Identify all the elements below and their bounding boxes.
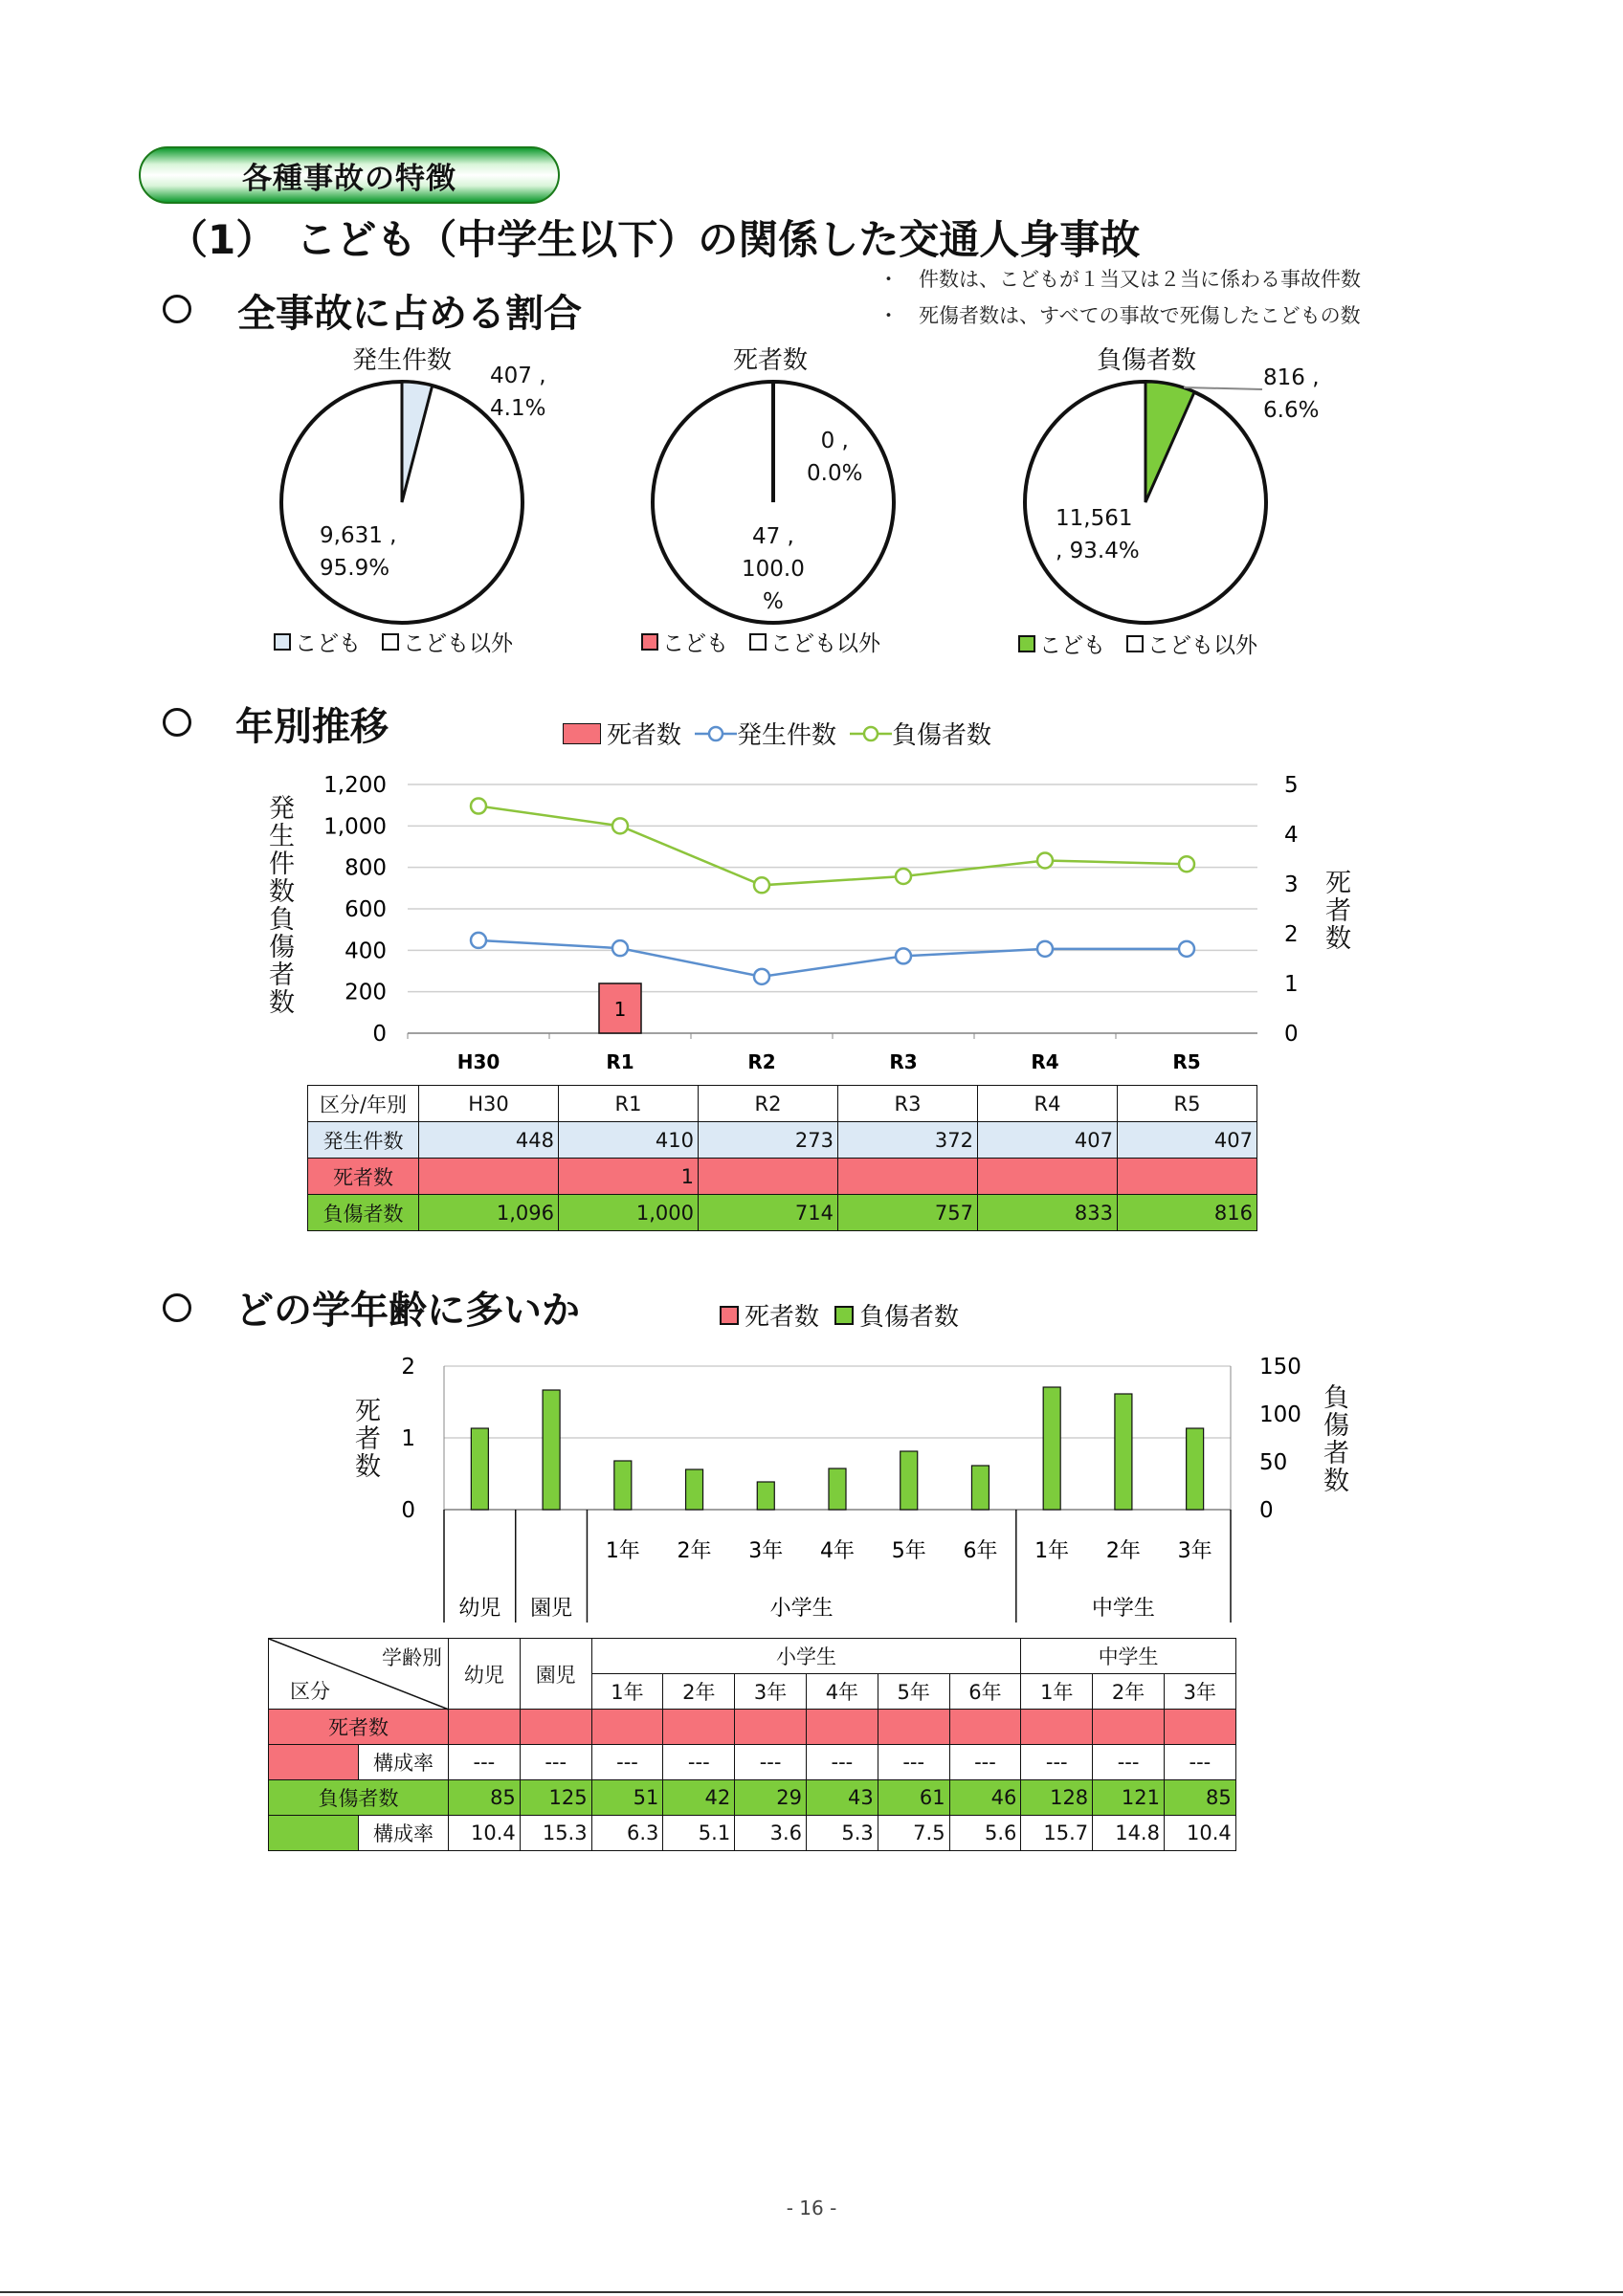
yearly-table-header	[308, 1086, 1257, 1122]
table-cell: 43	[806, 1780, 878, 1816]
table-cell: 10.4	[1164, 1816, 1235, 1851]
page-number: - 16 -	[786, 2197, 837, 2219]
table-cell: 15.3	[520, 1816, 591, 1851]
data-point	[1037, 941, 1053, 957]
injuries-bar	[757, 1482, 774, 1510]
table-cell	[978, 1159, 1118, 1195]
legend-swatch-child	[274, 633, 291, 651]
table-cell: 6年	[949, 1674, 1021, 1710]
y-tick-label: 1,200	[323, 773, 387, 798]
legend-swatch-other	[749, 633, 767, 651]
section-badge	[139, 146, 560, 204]
table-cell	[269, 1745, 359, 1780]
table-cell: 1,000	[559, 1195, 699, 1231]
y-tick-label: 800	[345, 855, 387, 881]
table-cell	[806, 1710, 878, 1745]
table-cell: 14.8	[1093, 1816, 1165, 1851]
legend-incidents-marker	[695, 724, 737, 743]
table-cell: 121	[1093, 1780, 1165, 1816]
age-bar-chart	[383, 1349, 1301, 1626]
pie-leader-line	[1184, 387, 1262, 389]
table-cell: 42	[663, 1780, 735, 1816]
y-tick-label: 1,000	[323, 814, 387, 840]
table-cell: 5.1	[663, 1816, 735, 1851]
table-cell: ---	[1164, 1745, 1235, 1780]
table-cell	[735, 1710, 807, 1745]
yearly-legend	[563, 716, 991, 751]
y-tick-label: 1	[401, 1426, 415, 1451]
legend-child: こども	[1039, 633, 1105, 658]
data-point	[612, 818, 628, 833]
injuries-bar	[829, 1468, 846, 1510]
table-cell	[878, 1710, 949, 1745]
yearly-y-right-label: 死者数	[1321, 869, 1350, 952]
page-heading: （1） こども（中学生以下）の関係した交通人身事故	[167, 216, 1141, 263]
x-tick-label: R2	[747, 1050, 776, 1073]
yearly-y-left-label: 発生件数負傷者数	[264, 794, 294, 1016]
legend-injuries-swatch	[834, 1306, 854, 1325]
table-cell	[591, 1710, 663, 1745]
table-cell: 714	[699, 1195, 838, 1231]
legend-injuries-marker	[850, 724, 892, 743]
data-point	[1179, 856, 1194, 872]
pie-incidents-child-label: 407 , 4.1%	[490, 364, 546, 421]
table-cell	[699, 1159, 838, 1195]
table-cell: 5.6	[949, 1816, 1021, 1851]
circle-bullet-icon	[163, 295, 191, 323]
data-point	[896, 869, 911, 884]
y-tick-label: 0	[401, 1498, 415, 1523]
data-point	[471, 933, 486, 948]
table-cell: 小学生	[591, 1639, 1021, 1674]
table-cell: 448	[419, 1122, 559, 1159]
pie-chart-incidents	[278, 378, 526, 627]
x-tick-label: 1年	[1034, 1539, 1070, 1563]
y-right-tick-label: 5	[1284, 773, 1299, 798]
injuries-bar	[900, 1451, 918, 1510]
x-tick-label: 3年	[748, 1539, 784, 1563]
table-cell: 1	[559, 1159, 699, 1195]
table-cell	[949, 1710, 1021, 1745]
table-cell: ---	[949, 1745, 1021, 1780]
table-cell: 407	[1118, 1122, 1257, 1159]
data-point	[471, 799, 486, 814]
table-cell: 5.3	[806, 1816, 878, 1851]
section-badge-label: 各種事故の特徴	[242, 161, 456, 196]
yearly-table	[307, 1085, 1257, 1231]
table-cell: 発生件数	[308, 1122, 419, 1159]
legend-other: こども以外	[403, 631, 513, 656]
table-cell: 125	[520, 1780, 591, 1816]
table-cell: R3	[838, 1086, 978, 1122]
table-cell: 1年	[1021, 1674, 1093, 1710]
note-1: ・ 件数は、こどもが１当又は２当に係わる事故件数	[878, 268, 1361, 291]
x-tick-label: R4	[1031, 1050, 1059, 1073]
table-cell: R1	[559, 1086, 699, 1122]
table-header-bottom: 区分	[290, 1680, 330, 1703]
data-point	[896, 948, 911, 963]
injuries-bar	[1043, 1387, 1060, 1510]
injuries-bar	[971, 1466, 989, 1510]
section-yearly-title: 年別推移	[235, 705, 389, 749]
table-cell: 死者数	[308, 1159, 419, 1195]
x-tick-label: H30	[456, 1050, 500, 1073]
data-point	[612, 940, 628, 956]
x-tick-label: 2年	[677, 1539, 712, 1563]
y-right-tick-label: 150	[1259, 1355, 1301, 1380]
injuries-bar	[614, 1461, 632, 1510]
table-cell: 128	[1021, 1780, 1093, 1816]
table-cell: 2年	[1093, 1674, 1165, 1710]
table-cell: 6.3	[591, 1816, 663, 1851]
table-diagonal-header	[269, 1639, 449, 1710]
x-tick-label: R1	[606, 1050, 634, 1073]
group-label: 中学生	[1091, 1597, 1155, 1621]
table-cell	[520, 1710, 591, 1745]
table-cell: 410	[559, 1122, 699, 1159]
table-row	[269, 1816, 1236, 1851]
y-tick-label: 200	[345, 980, 387, 1005]
table-cell: 中学生	[1021, 1639, 1235, 1674]
table-cell: 区分/年別	[308, 1086, 419, 1122]
table-cell: ---	[1021, 1745, 1093, 1780]
legend-swatch-child	[641, 633, 658, 651]
legend-child: こども	[295, 631, 361, 656]
pie-deaths-legend	[641, 626, 880, 657]
legend-swatch-other	[1126, 635, 1144, 652]
x-tick-label: 5年	[891, 1539, 926, 1563]
x-tick-label: 6年	[963, 1539, 998, 1563]
table-cell: ---	[520, 1745, 591, 1780]
table-row	[269, 1745, 1236, 1780]
injuries-bar	[1187, 1428, 1204, 1510]
table-cell: 273	[699, 1122, 838, 1159]
table-header-top: 学齢別	[382, 1646, 442, 1669]
table-cell	[1093, 1710, 1165, 1745]
table-row	[308, 1122, 1257, 1159]
table-cell	[1164, 1710, 1235, 1745]
y-right-tick-label: 1	[1284, 972, 1299, 997]
table-cell: 幼児	[449, 1639, 521, 1710]
series-line	[478, 940, 1187, 977]
legend-other: こども以外	[770, 631, 880, 656]
table-cell: ---	[1093, 1745, 1165, 1780]
injuries-bar	[1115, 1394, 1132, 1510]
table-cell: 7.5	[878, 1816, 949, 1851]
legend-deaths: 死者数	[607, 721, 682, 750]
page-bottom-rule	[0, 2291, 1623, 2293]
table-cell: R4	[978, 1086, 1118, 1122]
table-cell: 負傷者数	[308, 1195, 419, 1231]
y-right-tick-label: 4	[1284, 823, 1299, 848]
pie-injuries-child-label: 816 , 6.6%	[1263, 365, 1320, 423]
table-cell: 負傷者数	[269, 1780, 449, 1816]
pie-incidents-other-label: 9,631 , 95.9%	[320, 523, 397, 581]
section-age-title: どの学年齢に多いか	[235, 1289, 580, 1333]
table-cell: 5年	[878, 1674, 949, 1710]
table-cell	[1118, 1159, 1257, 1195]
table-cell	[1021, 1710, 1093, 1745]
table-cell: 1,096	[419, 1195, 559, 1231]
table-row	[269, 1780, 1236, 1816]
table-cell: 407	[978, 1122, 1118, 1159]
data-point	[754, 969, 769, 984]
injuries-bar	[686, 1469, 703, 1510]
x-tick-label: 1年	[605, 1539, 640, 1563]
group-label: 園児	[530, 1597, 573, 1621]
table-cell: 757	[838, 1195, 978, 1231]
data-point	[1179, 941, 1194, 957]
table-cell	[449, 1710, 521, 1745]
age-table	[268, 1638, 1236, 1851]
table-cell: 構成率	[359, 1745, 449, 1780]
legend-injuries: 負傷者数	[859, 1303, 960, 1332]
table-cell: 29	[735, 1780, 807, 1816]
y-right-tick-label: 2	[1284, 922, 1299, 947]
table-cell	[663, 1710, 735, 1745]
table-cell: R5	[1118, 1086, 1257, 1122]
pie-deaths-child-label: 0 , 0.0%	[807, 429, 863, 486]
legend-incidents: 発生件数	[737, 721, 837, 750]
y-right-tick-label: 0	[1284, 1022, 1299, 1047]
table-cell: ---	[806, 1745, 878, 1780]
table-cell: ---	[878, 1745, 949, 1780]
table-cell: 51	[591, 1780, 663, 1816]
table-row	[308, 1195, 1257, 1231]
note-2: ・ 死傷者数は、すべての事故で死傷したこどもの数	[878, 304, 1361, 327]
y-tick-label: 400	[345, 938, 387, 964]
data-point	[754, 877, 769, 893]
group-label: 幼児	[458, 1597, 501, 1621]
table-cell	[838, 1159, 978, 1195]
group-label: 小学生	[769, 1597, 834, 1621]
legend-child: こども	[662, 631, 728, 656]
table-cell: ---	[449, 1745, 521, 1780]
table-cell: 構成率	[359, 1816, 449, 1851]
legend-other: こども以外	[1147, 633, 1257, 658]
legend-swatch-child	[1018, 635, 1035, 652]
y-tick-label: 2	[401, 1355, 415, 1380]
table-row	[269, 1710, 1236, 1745]
table-cell: ---	[591, 1745, 663, 1780]
yearly-line-chart	[287, 765, 1301, 1081]
table-cell: ---	[735, 1745, 807, 1780]
table-cell: 4年	[806, 1674, 878, 1710]
pie-title-deaths: 死者数	[732, 346, 808, 375]
age-y-right-label: 負傷者数	[1319, 1383, 1348, 1494]
pie-injuries-legend	[1018, 628, 1257, 659]
table-cell: 816	[1118, 1195, 1257, 1231]
table-cell	[269, 1816, 359, 1851]
y-right-tick-label: 50	[1259, 1450, 1288, 1475]
table-cell: 3年	[1164, 1674, 1235, 1710]
legend-deaths-swatch	[563, 723, 601, 744]
section-share-title: 全事故に占める割合	[237, 292, 582, 336]
legend-deaths: 死者数	[745, 1303, 820, 1332]
table-cell: 1年	[591, 1674, 663, 1710]
table-cell	[419, 1159, 559, 1195]
injuries-bar	[471, 1428, 488, 1510]
table-cell: R2	[699, 1086, 838, 1122]
pie-incidents-legend	[274, 626, 513, 657]
table-cell: 85	[449, 1780, 521, 1816]
x-tick-label: R5	[1172, 1050, 1201, 1073]
circle-bullet-icon	[163, 1293, 191, 1322]
table-cell: H30	[419, 1086, 559, 1122]
table-row	[308, 1159, 1257, 1195]
x-tick-label: 3年	[1177, 1539, 1212, 1563]
y-right-tick-label: 100	[1259, 1402, 1301, 1427]
table-cell: 85	[1164, 1780, 1235, 1816]
series-line	[478, 806, 1187, 886]
table-cell: 10.4	[449, 1816, 521, 1851]
legend-deaths-swatch	[720, 1306, 739, 1325]
x-tick-label: 2年	[1105, 1539, 1141, 1563]
table-cell: 46	[949, 1780, 1021, 1816]
age-legend	[720, 1297, 959, 1333]
table-cell: 61	[878, 1780, 949, 1816]
legend-swatch-other	[382, 633, 399, 651]
y-tick-label: 0	[372, 1022, 387, 1047]
table-cell: 15.7	[1021, 1816, 1093, 1851]
table-cell: 3.6	[735, 1816, 807, 1851]
table-cell: 833	[978, 1195, 1118, 1231]
y-right-tick-label: 0	[1259, 1498, 1274, 1523]
table-cell: 372	[838, 1122, 978, 1159]
age-y-left-label: 死者数	[350, 1397, 380, 1480]
data-point	[1037, 853, 1053, 869]
y-tick-label: 600	[345, 897, 387, 922]
x-tick-label: 4年	[820, 1539, 855, 1563]
table-cell: ---	[663, 1745, 735, 1780]
table-cell: 2年	[663, 1674, 735, 1710]
table-cell: 園児	[520, 1639, 591, 1710]
circle-bullet-icon	[163, 708, 191, 737]
pie-injuries-other-label: 11,561 , 93.4%	[1056, 506, 1140, 563]
legend-injuries: 負傷者数	[892, 721, 992, 750]
table-cell: 3年	[735, 1674, 807, 1710]
pie-deaths-other-label: 47 , 100.0 %	[742, 524, 805, 614]
injuries-bar	[543, 1390, 560, 1510]
deaths-bar-label: 1	[613, 998, 627, 1021]
y-right-tick-label: 3	[1284, 872, 1299, 897]
pie-title-incidents: 発生件数	[351, 346, 452, 375]
table-cell: 死者数	[269, 1710, 449, 1745]
pie-title-injuries: 負傷者数	[1096, 346, 1196, 375]
x-tick-label: R3	[889, 1050, 918, 1073]
